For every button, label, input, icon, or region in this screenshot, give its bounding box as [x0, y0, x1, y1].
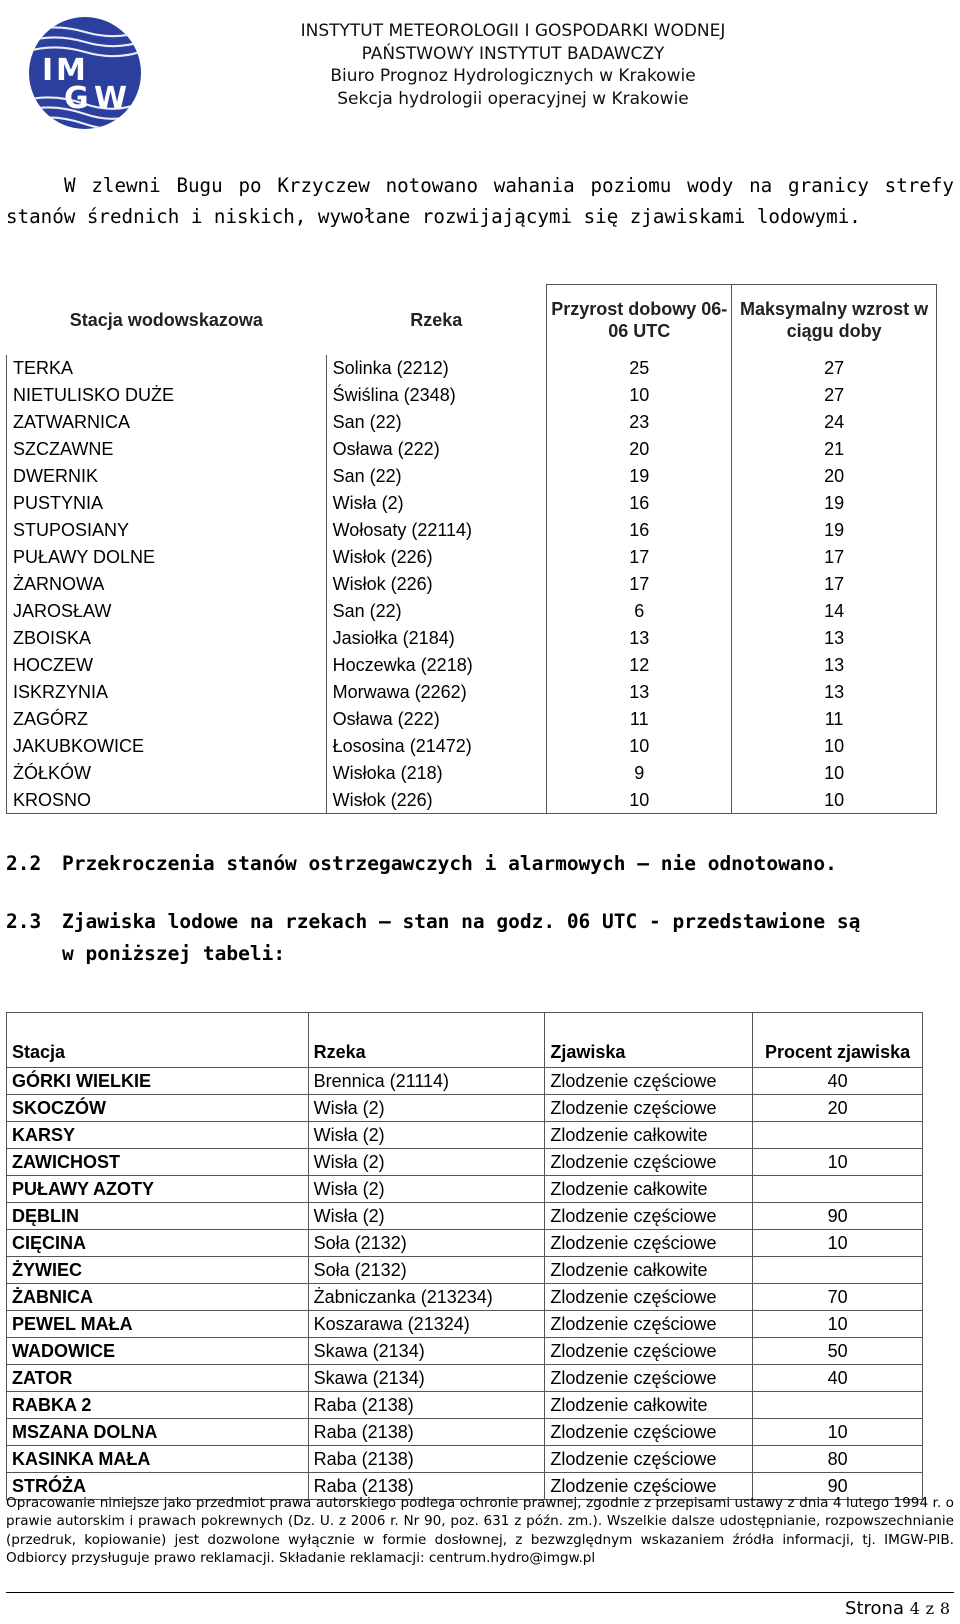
- institute-line: PAŃSTWOWY INSTYTUT BADAWCZY: [361, 43, 665, 64]
- table-cell: 13: [547, 625, 732, 652]
- table-cell: 10: [547, 787, 732, 814]
- column-header: Stacja wodowskazowa: [69, 309, 263, 330]
- svg-text:I: I: [42, 53, 54, 88]
- table-cell: DWERNIK: [7, 463, 327, 490]
- institute-name-block: [258, 20, 768, 110]
- table-cell: 9: [547, 760, 732, 787]
- table-cell: ŻARNOWA: [7, 571, 327, 598]
- column-header: Maksymalny wzrost w ciągu doby: [732, 285, 937, 355]
- copyright-footer: Opracowanie niniejsze jako przedmiot prawa autorskiego podlega ochronie prawnej, zgodnie z przepisami ustawy z dnia 4 lutego 1994 r. o prawie autorskim i prawach pokrewnych (Dz. U. z 2006 r. Nr 90, poz. 631 z późn. zm.). Wszelkie dalsze udostępnianie, rozpowszechnianie (przedruk, kopiowanie) jest dozwolone wyłącznie w formie dosłownej, z bezwzględnym wskazaniem źródła informacji, tj. IMGW-PIB. Odbiorcy przysługuje prawo reklamacji. Składanie reklamacji: centrum.hydro@imgw.pl: [6, 1495, 954, 1567]
- table-cell: 23: [547, 409, 732, 436]
- table-cell: Wisłok (226): [326, 787, 547, 814]
- table-row: [7, 625, 937, 652]
- table-cell: KARSY: [7, 1122, 309, 1149]
- table-cell: 21: [732, 436, 937, 463]
- table-row: [7, 1095, 923, 1122]
- table-cell: 19: [732, 517, 937, 544]
- table-cell: 13: [732, 652, 937, 679]
- section-text: w poniższej tabeli:: [62, 942, 286, 965]
- table-cell: 10: [732, 733, 937, 760]
- table-cell: Wisłok (226): [326, 544, 547, 571]
- table-cell: PUSTYNIA: [7, 490, 327, 517]
- table-row: [7, 1419, 923, 1446]
- table-cell: TERKA: [7, 355, 327, 382]
- table-cell: Hoczewka (2218): [326, 652, 547, 679]
- table-cell: 10: [753, 1311, 923, 1338]
- table-row: [7, 544, 937, 571]
- table-cell: Zlodzenie częściowe: [545, 1230, 753, 1257]
- svg-text:W: W: [94, 81, 128, 116]
- table-cell: DĘBLIN: [7, 1203, 309, 1230]
- table-cell: RABKA 2: [7, 1392, 309, 1419]
- table-cell: Brennica (21114): [308, 1068, 545, 1095]
- table-cell: Zlodzenie częściowe: [545, 1149, 753, 1176]
- table-cell: Zlodzenie częściowe: [545, 1284, 753, 1311]
- section-number: 2.3: [6, 910, 42, 933]
- table-cell: ŻABNICA: [7, 1284, 309, 1311]
- column-header: Stacja: [7, 1013, 309, 1068]
- table-cell: 24: [732, 409, 937, 436]
- table-cell: KROSNO: [7, 787, 327, 814]
- table-cell: Osława (222): [326, 436, 547, 463]
- table-cell: Wisłoka (218): [326, 760, 547, 787]
- table-cell: 25: [547, 355, 732, 382]
- table-cell: 17: [732, 544, 937, 571]
- table-cell: 14: [732, 598, 937, 625]
- table-cell: 50: [753, 1338, 923, 1365]
- table-cell: 10: [547, 733, 732, 760]
- table-cell: [753, 1122, 923, 1149]
- table-row: [7, 571, 937, 598]
- table-cell: KASINKA MAŁA: [7, 1446, 309, 1473]
- section-2-3: [6, 906, 860, 970]
- table-row: [7, 436, 937, 463]
- table-cell: 19: [547, 463, 732, 490]
- intro-paragraph: [6, 170, 954, 232]
- table-cell: 90: [753, 1203, 923, 1230]
- table-cell: 17: [547, 544, 732, 571]
- table-row: [7, 1257, 923, 1284]
- table-row: [7, 598, 937, 625]
- table-cell: Zlodzenie częściowe: [545, 1446, 753, 1473]
- table-row: [7, 760, 937, 787]
- table-cell: Skawa (2134): [308, 1365, 545, 1392]
- table-cell: Osława (222): [326, 706, 547, 733]
- table-cell: ŻÓŁKÓW: [7, 760, 327, 787]
- ice-phenomena-table: [6, 1012, 923, 1500]
- section-text: Przekroczenia stanów ostrzegawczych i alarmowych – nie odnotowano.: [62, 852, 837, 875]
- table-cell: Zlodzenie całkowite: [545, 1392, 753, 1419]
- table-row: [7, 652, 937, 679]
- table-cell: San (22): [326, 409, 547, 436]
- table-cell: Wołosaty (22114): [326, 517, 547, 544]
- table-cell: 10: [732, 760, 937, 787]
- table-row: [7, 463, 937, 490]
- column-header: Zjawiska: [545, 1013, 753, 1068]
- table-cell: Wisła (2): [308, 1176, 545, 1203]
- water-level-rise-table: [6, 284, 937, 814]
- table-cell: 40: [753, 1365, 923, 1392]
- table-cell: Solinka (2212): [326, 355, 547, 382]
- institute-line: Sekcja hydrologii operacyjnej w Krakowie: [337, 88, 689, 109]
- page-separator: z: [925, 1599, 935, 1618]
- table-cell: PEWEL MAŁA: [7, 1311, 309, 1338]
- table-cell: PUŁAWY AZOTY: [7, 1176, 309, 1203]
- table-cell: San (22): [326, 463, 547, 490]
- table-cell: 16: [547, 517, 732, 544]
- table-cell: Zlodzenie częściowe: [545, 1338, 753, 1365]
- table-cell: 19: [732, 490, 937, 517]
- table-cell: Zlodzenie częściowe: [545, 1473, 753, 1500]
- table-row: [7, 1284, 923, 1311]
- table-cell: 70: [753, 1284, 923, 1311]
- table-row: [7, 382, 937, 409]
- table-header-row: [7, 1013, 923, 1068]
- table-row: [7, 1176, 923, 1203]
- table-cell: 10: [753, 1230, 923, 1257]
- svg-text:G: G: [64, 81, 89, 116]
- table-row: [7, 679, 937, 706]
- table-row: [7, 706, 937, 733]
- table-cell: NIETULISKO DUŻE: [7, 382, 327, 409]
- table-cell: 27: [732, 355, 937, 382]
- table-cell: GÓRKI WIELKIE: [7, 1068, 309, 1095]
- page-number: [845, 1598, 950, 1619]
- table-cell: Wisła (2): [308, 1122, 545, 1149]
- table-cell: 11: [732, 706, 937, 733]
- table-cell: 6: [547, 598, 732, 625]
- table-cell: 20: [547, 436, 732, 463]
- table-row: [7, 1068, 923, 1095]
- table-cell: San (22): [326, 598, 547, 625]
- table-cell: JAROSŁAW: [7, 598, 327, 625]
- table-row: [7, 1149, 923, 1176]
- table-cell: JAKUBKOWICE: [7, 733, 327, 760]
- table-row: [7, 733, 937, 760]
- column-header: Procent zjawiska: [753, 1013, 923, 1068]
- table-header-row: [7, 285, 937, 355]
- table-row: [7, 1203, 923, 1230]
- table-cell: Łososina (21472): [326, 733, 547, 760]
- svg-text:M: M: [56, 53, 86, 88]
- table-cell: Soła (2132): [308, 1230, 545, 1257]
- table-cell: 12: [547, 652, 732, 679]
- table-cell: [753, 1392, 923, 1419]
- table-cell: 10: [753, 1419, 923, 1446]
- column-header: Rzeka: [308, 1013, 545, 1068]
- table-cell: 20: [753, 1095, 923, 1122]
- table-cell: Raba (2138): [308, 1392, 545, 1419]
- table-cell: 10: [547, 382, 732, 409]
- table-cell: STUPOSIANY: [7, 517, 327, 544]
- table-row: [7, 409, 937, 436]
- table-cell: Raba (2138): [308, 1446, 545, 1473]
- table-cell: ZATWARNICA: [7, 409, 327, 436]
- table-cell: Raba (2138): [308, 1419, 545, 1446]
- table-cell: Żabniczanka (213234): [308, 1284, 545, 1311]
- table-cell: Raba (2138): [308, 1473, 545, 1500]
- table-cell: Koszarawa (21324): [308, 1311, 545, 1338]
- table-cell: ZBOISKA: [7, 625, 327, 652]
- table-cell: Skawa (2134): [308, 1338, 545, 1365]
- table-cell: Wisłok (226): [326, 571, 547, 598]
- footer-divider: [6, 1592, 954, 1593]
- table-cell: 20: [732, 463, 937, 490]
- table-cell: [753, 1176, 923, 1203]
- table-cell: Morwawa (2262): [326, 679, 547, 706]
- table-cell: Zlodzenie całkowite: [545, 1257, 753, 1284]
- table-row: [7, 355, 937, 382]
- table-cell: Zlodzenie częściowe: [545, 1095, 753, 1122]
- table-cell: 27: [732, 382, 937, 409]
- table-cell: Zlodzenie częściowe: [545, 1365, 753, 1392]
- document-header: [0, 0, 960, 140]
- table-cell: MSZANA DOLNA: [7, 1419, 309, 1446]
- table-row: [7, 1338, 923, 1365]
- column-header: Rzeka: [410, 309, 463, 330]
- intro-line: stanów średnich i niskich, wywołane rozwijającymi się zjawiskami lodowymi.: [6, 205, 861, 228]
- table-cell: WADOWICE: [7, 1338, 309, 1365]
- table-cell: 13: [732, 679, 937, 706]
- intro-line: W zlewni Bugu po Krzyczew notowano wahania poziomu wody na granicy strefy: [64, 174, 954, 197]
- table-cell: 13: [547, 679, 732, 706]
- table-cell: ŻYWIEC: [7, 1257, 309, 1284]
- section-2-2: [6, 848, 837, 880]
- table-cell: 40: [753, 1068, 923, 1095]
- table-row: [7, 1311, 923, 1338]
- table-row: [7, 490, 937, 517]
- table-cell: SKOCZÓW: [7, 1095, 309, 1122]
- section-number: 2.2: [6, 852, 42, 875]
- table-cell: ZAGÓRZ: [7, 706, 327, 733]
- table-row: [7, 1122, 923, 1149]
- table-cell: Zlodzenie częściowe: [545, 1068, 753, 1095]
- table-cell: Zlodzenie częściowe: [545, 1203, 753, 1230]
- page-label: Strona: [845, 1598, 904, 1619]
- table-cell: PUŁAWY DOLNE: [7, 544, 327, 571]
- table-cell: Zlodzenie całkowite: [545, 1176, 753, 1203]
- table-cell: 13: [732, 625, 937, 652]
- table-row: [7, 1230, 923, 1257]
- table-row: [7, 1446, 923, 1473]
- table-cell: 10: [753, 1149, 923, 1176]
- table-row: [7, 787, 937, 814]
- table-cell: Jasiołka (2184): [326, 625, 547, 652]
- table-cell: 11: [547, 706, 732, 733]
- table-row: [7, 517, 937, 544]
- table-cell: Soła (2132): [308, 1257, 545, 1284]
- table-cell: SZCZAWNE: [7, 436, 327, 463]
- table-cell: Zlodzenie częściowe: [545, 1311, 753, 1338]
- institute-line: INSTYTUT METEOROLOGII I GOSPODARKI WODNEJ: [300, 21, 726, 41]
- table-cell: 80: [753, 1446, 923, 1473]
- table-cell: Wisła (2): [308, 1203, 545, 1230]
- page-current: 4: [909, 1599, 920, 1618]
- imgw-logo: [20, 14, 150, 132]
- table-row: [7, 1365, 923, 1392]
- table-cell: ZAWICHOST: [7, 1149, 309, 1176]
- section-text: Zjawiska lodowe na rzekach – stan na godz. 06 UTC - przedstawione są: [62, 910, 861, 933]
- table-cell: ISKRZYNIA: [7, 679, 327, 706]
- table-cell: Wisła (2): [326, 490, 547, 517]
- table-cell: 17: [732, 571, 937, 598]
- table-cell: [753, 1257, 923, 1284]
- table-cell: 10: [732, 787, 937, 814]
- table-cell: 90: [753, 1473, 923, 1500]
- table-cell: Zlodzenie całkowite: [545, 1122, 753, 1149]
- table-cell: Zlodzenie częściowe: [545, 1419, 753, 1446]
- table-cell: HOCZEW: [7, 652, 327, 679]
- table-cell: 17: [547, 571, 732, 598]
- table-row: [7, 1392, 923, 1419]
- table-cell: CIĘCINA: [7, 1230, 309, 1257]
- institute-line: Biuro Prognoz Hydrologicznych w Krakowie: [330, 66, 696, 86]
- table-cell: 16: [547, 490, 732, 517]
- table-cell: ZATOR: [7, 1365, 309, 1392]
- table-cell: Świślina (2348): [326, 382, 547, 409]
- table-cell: Wisła (2): [308, 1095, 545, 1122]
- table-cell: Wisła (2): [308, 1149, 545, 1176]
- table-cell: STRÓŻA: [7, 1473, 309, 1500]
- page-total: 8: [939, 1599, 950, 1618]
- column-header: Przyrost dobowy 06-06 UTC: [547, 285, 732, 355]
